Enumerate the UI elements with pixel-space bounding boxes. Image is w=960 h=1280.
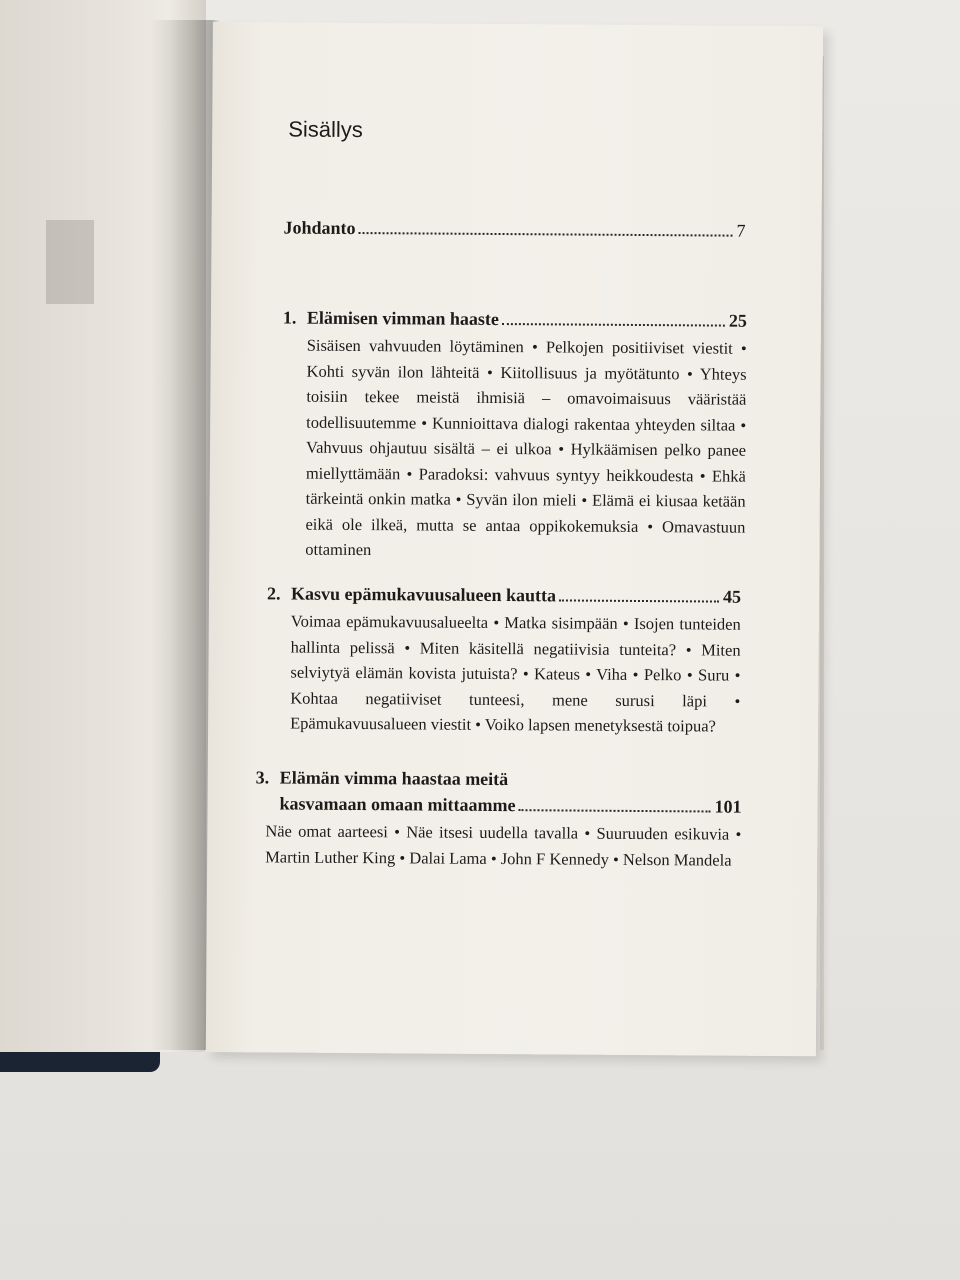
dot-leader: [359, 232, 733, 237]
toc-heading: Sisällys: [288, 116, 363, 143]
chapter-topics: Sisäisen vahvuuden löytäminen • Pelkojen positiiviset viestit • Kohti syvän ilon lähteitä • Kiitollisuus ja myötätunto • Yhteys toisiin tekee meistä ihmisiä – omavoimaisuus vääristää todellisuutemme • Kunnioittava dialogi rakentaa yhteyden siltaa • Vahvuus ohjautuu sisältä – ei ulkoa • Hylkäämisen pelko panee miellyttämään • Paradoksi: vahvuus syntyy heikkoudesta • Ehkä tärkeintä onkin matka • Syvän ilon mieli • Elämä ei kiusaa ketään eikä ole ilkeä, mutta se antaa oppikokemuksia • Omavastuun ottaminen: [305, 335, 747, 560]
table-of-contents: [206, 22, 823, 1056]
toc-entry-intro: [283, 214, 745, 243]
chapter-title: Kasvu epämukavuusalueen kautta: [290, 583, 557, 606]
chapter-number: 1.: [282, 307, 297, 328]
chapter-page-number: 25: [728, 310, 747, 331]
show-through-block: [46, 220, 94, 304]
chapter-number: 2.: [266, 583, 281, 604]
dot-leader: [518, 809, 710, 812]
toc-entry-chapter-3: [255, 764, 742, 872]
intro-title: Johdanto: [283, 217, 356, 239]
chapter-title: Elämisen vimman haaste: [306, 307, 500, 330]
chapter-topics: Voimaa epämukavuusalueelta • Matka sisimpään • Isojen tunteiden hallinta pelissä • Miten käsitellä negatiivisia tunteita? • Miten selviytyä elämän kovista jutuista? • Kateus • Viha • Pelko • Suru • Kohtaa negatiiviset tunteesi, mene surusi läpi • Epämukavuusalueen viestit • Voiko lapsen menetyksestä toipua?: [290, 611, 741, 736]
chapter-page-number: 101: [714, 796, 742, 817]
dot-leader: [502, 323, 725, 327]
chapter-number: 3.: [255, 767, 270, 788]
toc-entry-chapter-1: [281, 304, 747, 565]
chapter-title-line-2: kasvamaan omaan mittaamme: [279, 793, 516, 816]
chapter-title-line-1: Elämän vimma haastaa meitä: [279, 767, 509, 790]
intro-page-number: 7: [736, 220, 746, 241]
right-page: [206, 22, 823, 1056]
toc-entry-chapter-2: [266, 580, 741, 739]
chapter-topics: Näe omat aarteesi • Näe itsesi uudella tavalla • Suuruuden esikuvia • Martin Luther King • Dalai Lama • John F Kennedy • Nelson Mandela: [265, 821, 742, 870]
chapter-page-number: 45: [722, 586, 742, 607]
dot-leader: [559, 599, 719, 602]
